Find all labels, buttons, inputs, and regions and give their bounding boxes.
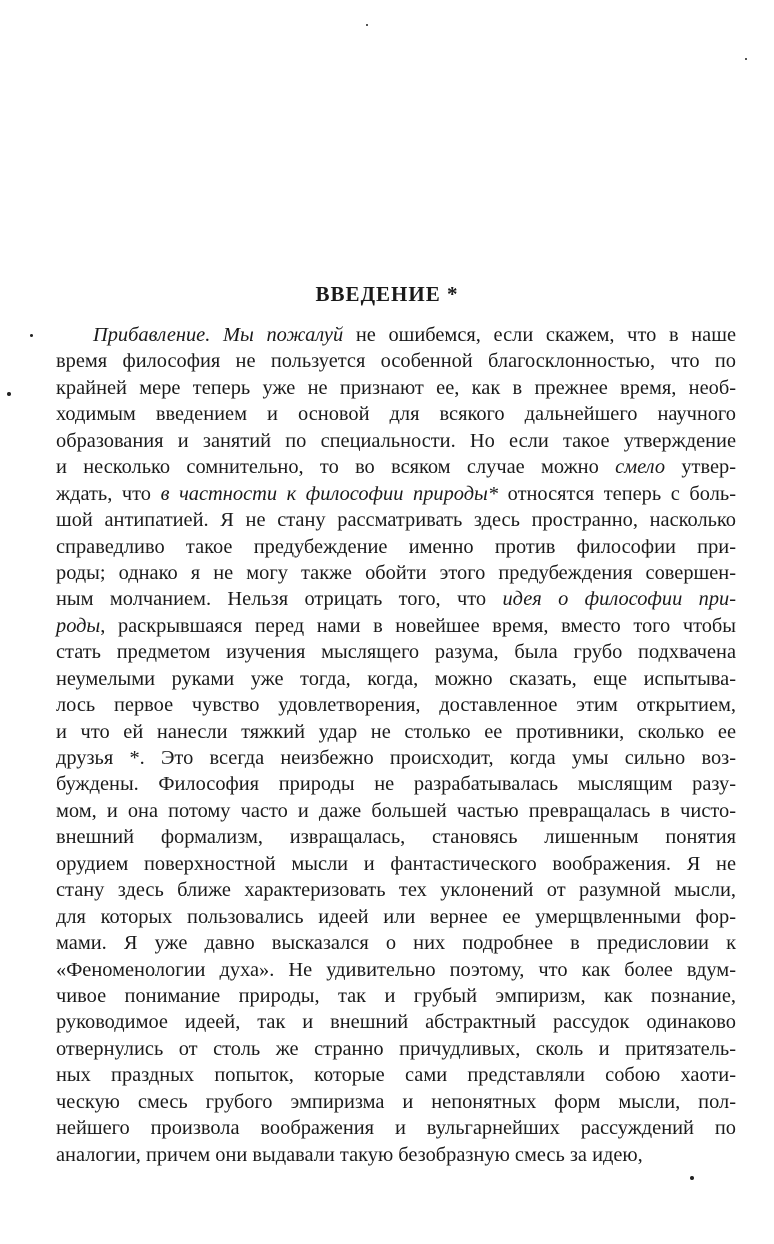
text-line — [56, 983, 736, 1009]
text-run: ческую смесь грубого эмпиризма и непонятных форм мысли, пол- — [56, 1090, 736, 1113]
text-line — [56, 428, 736, 454]
text-line — [56, 798, 736, 824]
text-run: ных праздных попыток, которые сами представляли собою хаоти- — [56, 1064, 736, 1087]
text-run: «Феноменологии духа». Не удивительно поэтому, что как более вдум- — [56, 958, 736, 981]
text-run: ным молчанием. Нельзя отрицать того, что — [56, 588, 503, 611]
text-run: мом, и она потому часто и даже большей частью превращалась в чисто- — [56, 799, 736, 822]
scan-dot — [7, 392, 11, 396]
text-line — [56, 930, 736, 956]
italic-text: идея о философии при- — [502, 588, 736, 611]
text-run: относятся теперь с боль- — [498, 482, 736, 505]
text-line — [56, 692, 736, 718]
text-run: лось первое чувство удовлетворения, доставленное этим открытием, — [56, 694, 736, 717]
text-run: буждены. Философия природы не разрабатывалась мыслящим разу- — [56, 773, 736, 796]
text-line — [56, 639, 736, 665]
text-run: не ошибемся, если скажем, что в наше — [343, 324, 736, 346]
scan-dot — [690, 1176, 694, 1180]
text-run: для которых пользовались идеей или вернее ее умерщвленными фор- — [56, 905, 736, 928]
text-line — [56, 1142, 736, 1168]
body-text — [56, 322, 736, 1168]
italic-text: Прибавление. Мы пожалуй — [93, 324, 344, 346]
text-line — [56, 375, 736, 401]
text-line — [56, 1009, 736, 1035]
text-line — [56, 719, 736, 745]
text-line — [56, 745, 736, 771]
text-line — [56, 401, 736, 427]
text-run: , раскрывшаяся перед нами в новейшее время, вместо того чтобы — [100, 614, 736, 637]
text-run: стать предметом изучения мыслящего разума, была грубо подхвачена — [56, 641, 736, 664]
text-run: чивое понимание природы, так и грубый эмпиризм, как познание, — [56, 984, 736, 1007]
text-run: справедливо такое предубеждение именно против философии при- — [56, 535, 736, 558]
text-run: внешний формализм, извращалась, становясь лишенным понятия — [56, 826, 736, 849]
text-run: неумелыми руками уже тогда, когда, можно сказать, еще испытыва- — [56, 667, 736, 690]
text-run: шой антипатией. Я не стану рассматривать здесь пространно, насколько — [56, 509, 736, 532]
text-line — [56, 851, 736, 877]
text-line — [56, 534, 736, 560]
page-title: ВВЕДЕНИЕ * — [315, 282, 459, 306]
scan-speck — [366, 24, 368, 26]
text-line — [56, 613, 736, 639]
text-run: и что ей нанесли тяжкий удар не столько ее противники, сколько ее — [56, 720, 736, 743]
text-run: нейшего произвола воображения и вульгарнейших рассуждений по — [56, 1117, 736, 1140]
text-line — [56, 824, 736, 850]
italic-text: роды — [56, 614, 101, 637]
text-run: ходимым введением и основой для всякого дальнейшего научного — [56, 403, 736, 426]
text-line — [56, 1036, 736, 1062]
text-run: ждать, что — [56, 482, 161, 505]
text-run: орудием поверхностной мысли и фантастического воображения. Я не — [56, 852, 736, 875]
text-run: и несколько сомнительно, то во всяком случае можно — [56, 456, 616, 479]
text-run: крайней мере теперь уже не признают ее, как в прежнее время, необ- — [56, 376, 736, 399]
italic-text: смело — [615, 456, 666, 479]
text-line — [56, 666, 736, 692]
italic-text: в частности к философии природы* — [160, 482, 499, 505]
text-run: образования и занятий по специальности. Но если такое утверждение — [56, 429, 736, 452]
text-line — [56, 454, 736, 480]
text-run: друзья *. Это всегда неизбежно происходит, когда умы сильно воз- — [56, 747, 736, 769]
text-run: роды; однако я не могу также обойти этого предубеждения совершен- — [56, 561, 736, 584]
text-line — [56, 957, 736, 983]
text-line — [56, 348, 736, 374]
text-run: утвер- — [665, 456, 736, 479]
text-line — [56, 560, 736, 586]
text-run: аналогии, причем они выдавали такую безобразную смесь за идею, — [56, 1143, 643, 1166]
text-line — [56, 771, 736, 797]
text-line — [56, 586, 736, 612]
scan-speck — [745, 58, 747, 60]
text-line — [56, 904, 736, 930]
text-run: руководимое идеей, так и внешний абстрактный рассудок одинаково — [56, 1011, 736, 1034]
text-line — [56, 1089, 736, 1115]
scan-dot — [30, 334, 33, 337]
text-run: время философия не пользуется особенной благосклонностью, что по — [56, 350, 736, 373]
text-line — [56, 1062, 736, 1088]
text-line — [56, 322, 736, 348]
text-line — [56, 1115, 736, 1141]
text-line — [56, 877, 736, 903]
text-run: отвернулись от столь же странно причудливых, сколь и притязатель- — [56, 1037, 736, 1060]
text-line — [56, 481, 736, 507]
text-line — [56, 507, 736, 533]
text-run: мами. Я уже давно высказался о них подробнее в предисловии к — [56, 932, 736, 955]
text-run: стану здесь ближе характеризовать тех уклонений от разумной мысли, — [56, 879, 736, 902]
